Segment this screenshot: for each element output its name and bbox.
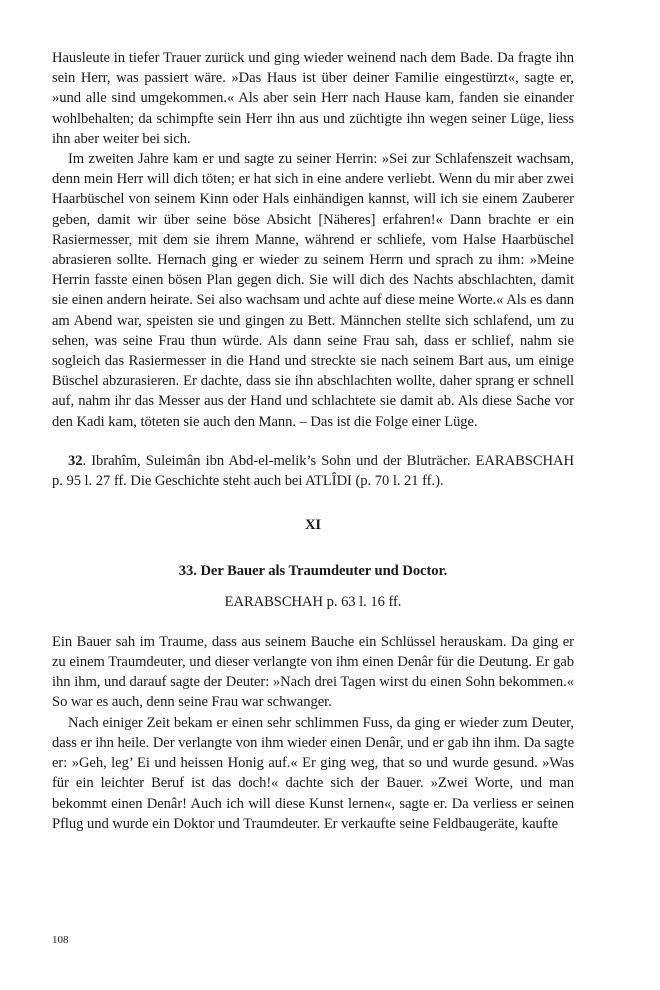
story-paragraph-2: Nach einiger Zeit bekam er einen sehr schlimmen Fuss, da ging er wieder zum Deuter, dass er ihn heile. Der verlangte von ihm wieder einen Denâr, und er gab ihn ihm. Da sagte er: »Geh, leg’ Ei und heissen Honig auf.« Er ging weg, that so und wurde gesund. »Was für ein leichter Beruf ist das doch!« dachte sich der Bauer. »Zwei Worte, und man bekommt einen Denâr! Auch ich will diese Kunst lernen«, sagte er. Da verliess er seinen Pflug und wurde ein Doktor und Traumdeuter. Er verkaufte seine Feldbaugeräte, kaufte	[52, 714, 574, 832]
story-end-paragraph-2: Im zweiten Jahre kam er und sagte zu seiner Herrin: »Sei zur Schlafenszeit wachsam, denn mein Herr will dich töten; er hat sich in eine andere verliebt. Wenn du mir aber zwei Haarbüschel von seinem Kinn oder Hals einhändigen kannst, will ich sie einem Zauberer geben, damit wir über seine böse Absicht [Näheres] erfahren!« Dann brachte er ein Rasiermesser, mit dem sie ihrem Manne, während er schliefe, vom Halse Haarbüschel abrasieren sollte. Hernach ging er wieder zu seinem Herrn und sprach zu ihm: »Meine Herrin fasste einen bösen Plan gegen dich. Sie will dich des Nachts abschlachten, damit sie einen andern heirate. Sei also wachsam und achte auf diese meine Worte.« Als es dann am Abend war, speisten sie und gingen zu Bett. Männchen stellte sich schlafend, um zu sehen, was seine Frau thun würde. Als dann seine Frau sah, dass er schlief, nahm sie sogleich das Rasiermesser in die Hand und streckte sie nach seinem Bart aus, um einige Büschel abzurasieren. Er dachte, dass sie ihn abschlachten wollte, daher sprang er schnell auf, nahm ihr das Messer aus der Hand und schlachtete sie damit ab. Als diese Sache vor den Kadi kam, töteten sie auch den Mann. – Das ist die Folge einer Lüge.	[52, 151, 574, 430]
story-end-paragraph-1: Hausleute in tiefer Trauer zurück und ging wieder weinend nach dem Bade. Da fragte ihn sein Herr, was passiert wäre. »Das Haus ist über deiner Familie eingestürzt«, sagte er, »und alle sind umgekommen.« Als aber sein Herr nach Hause kam, fanden sie einander wohlbehalten; da schimpfte sein Herr ihn aus und züchtigte ihn wegen seiner Lüge, liess ihn aber weiter bei sich.	[52, 50, 574, 147]
text-block	[52, 48, 574, 834]
story-source: EARABSCHAH p. 63 l. 16 ff.	[224, 593, 402, 610]
spacer	[52, 612, 574, 632]
reference-entry-32	[52, 451, 574, 491]
spacer	[52, 432, 574, 451]
spacer	[52, 535, 574, 561]
reference-number: 32	[68, 452, 83, 469]
spacer	[52, 491, 574, 515]
page-number: 108	[52, 934, 69, 946]
spacer	[52, 582, 574, 592]
chapter-heading: XI	[304, 517, 322, 534]
story-title: 33. Der Bauer als Traumdeuter und Doctor.	[178, 563, 448, 580]
reference-text: . Ibrahîm, Suleimân ibn Abd-el-melik’s Sohn und der Bluträcher. EARABSCHAH p. 95 l. 27 ff. Die Geschichte steht auch bei ATLÎDI (p. 70 l. 21 ff.).	[52, 452, 574, 490]
story-paragraph-1: Ein Bauer sah im Traume, dass aus seinem Bauche ein Schlüssel herauskam. Da ging er zu einem Traumdeuter, und dieser verlangte von ihm einen Denâr für die Deutung. Er gab ihn ihm, und darauf sagte der Deuter: »Nach drei Tagen wirst du einen Sohn bekommen.« So war es auch, denn seine Frau war schwanger.	[52, 633, 574, 711]
